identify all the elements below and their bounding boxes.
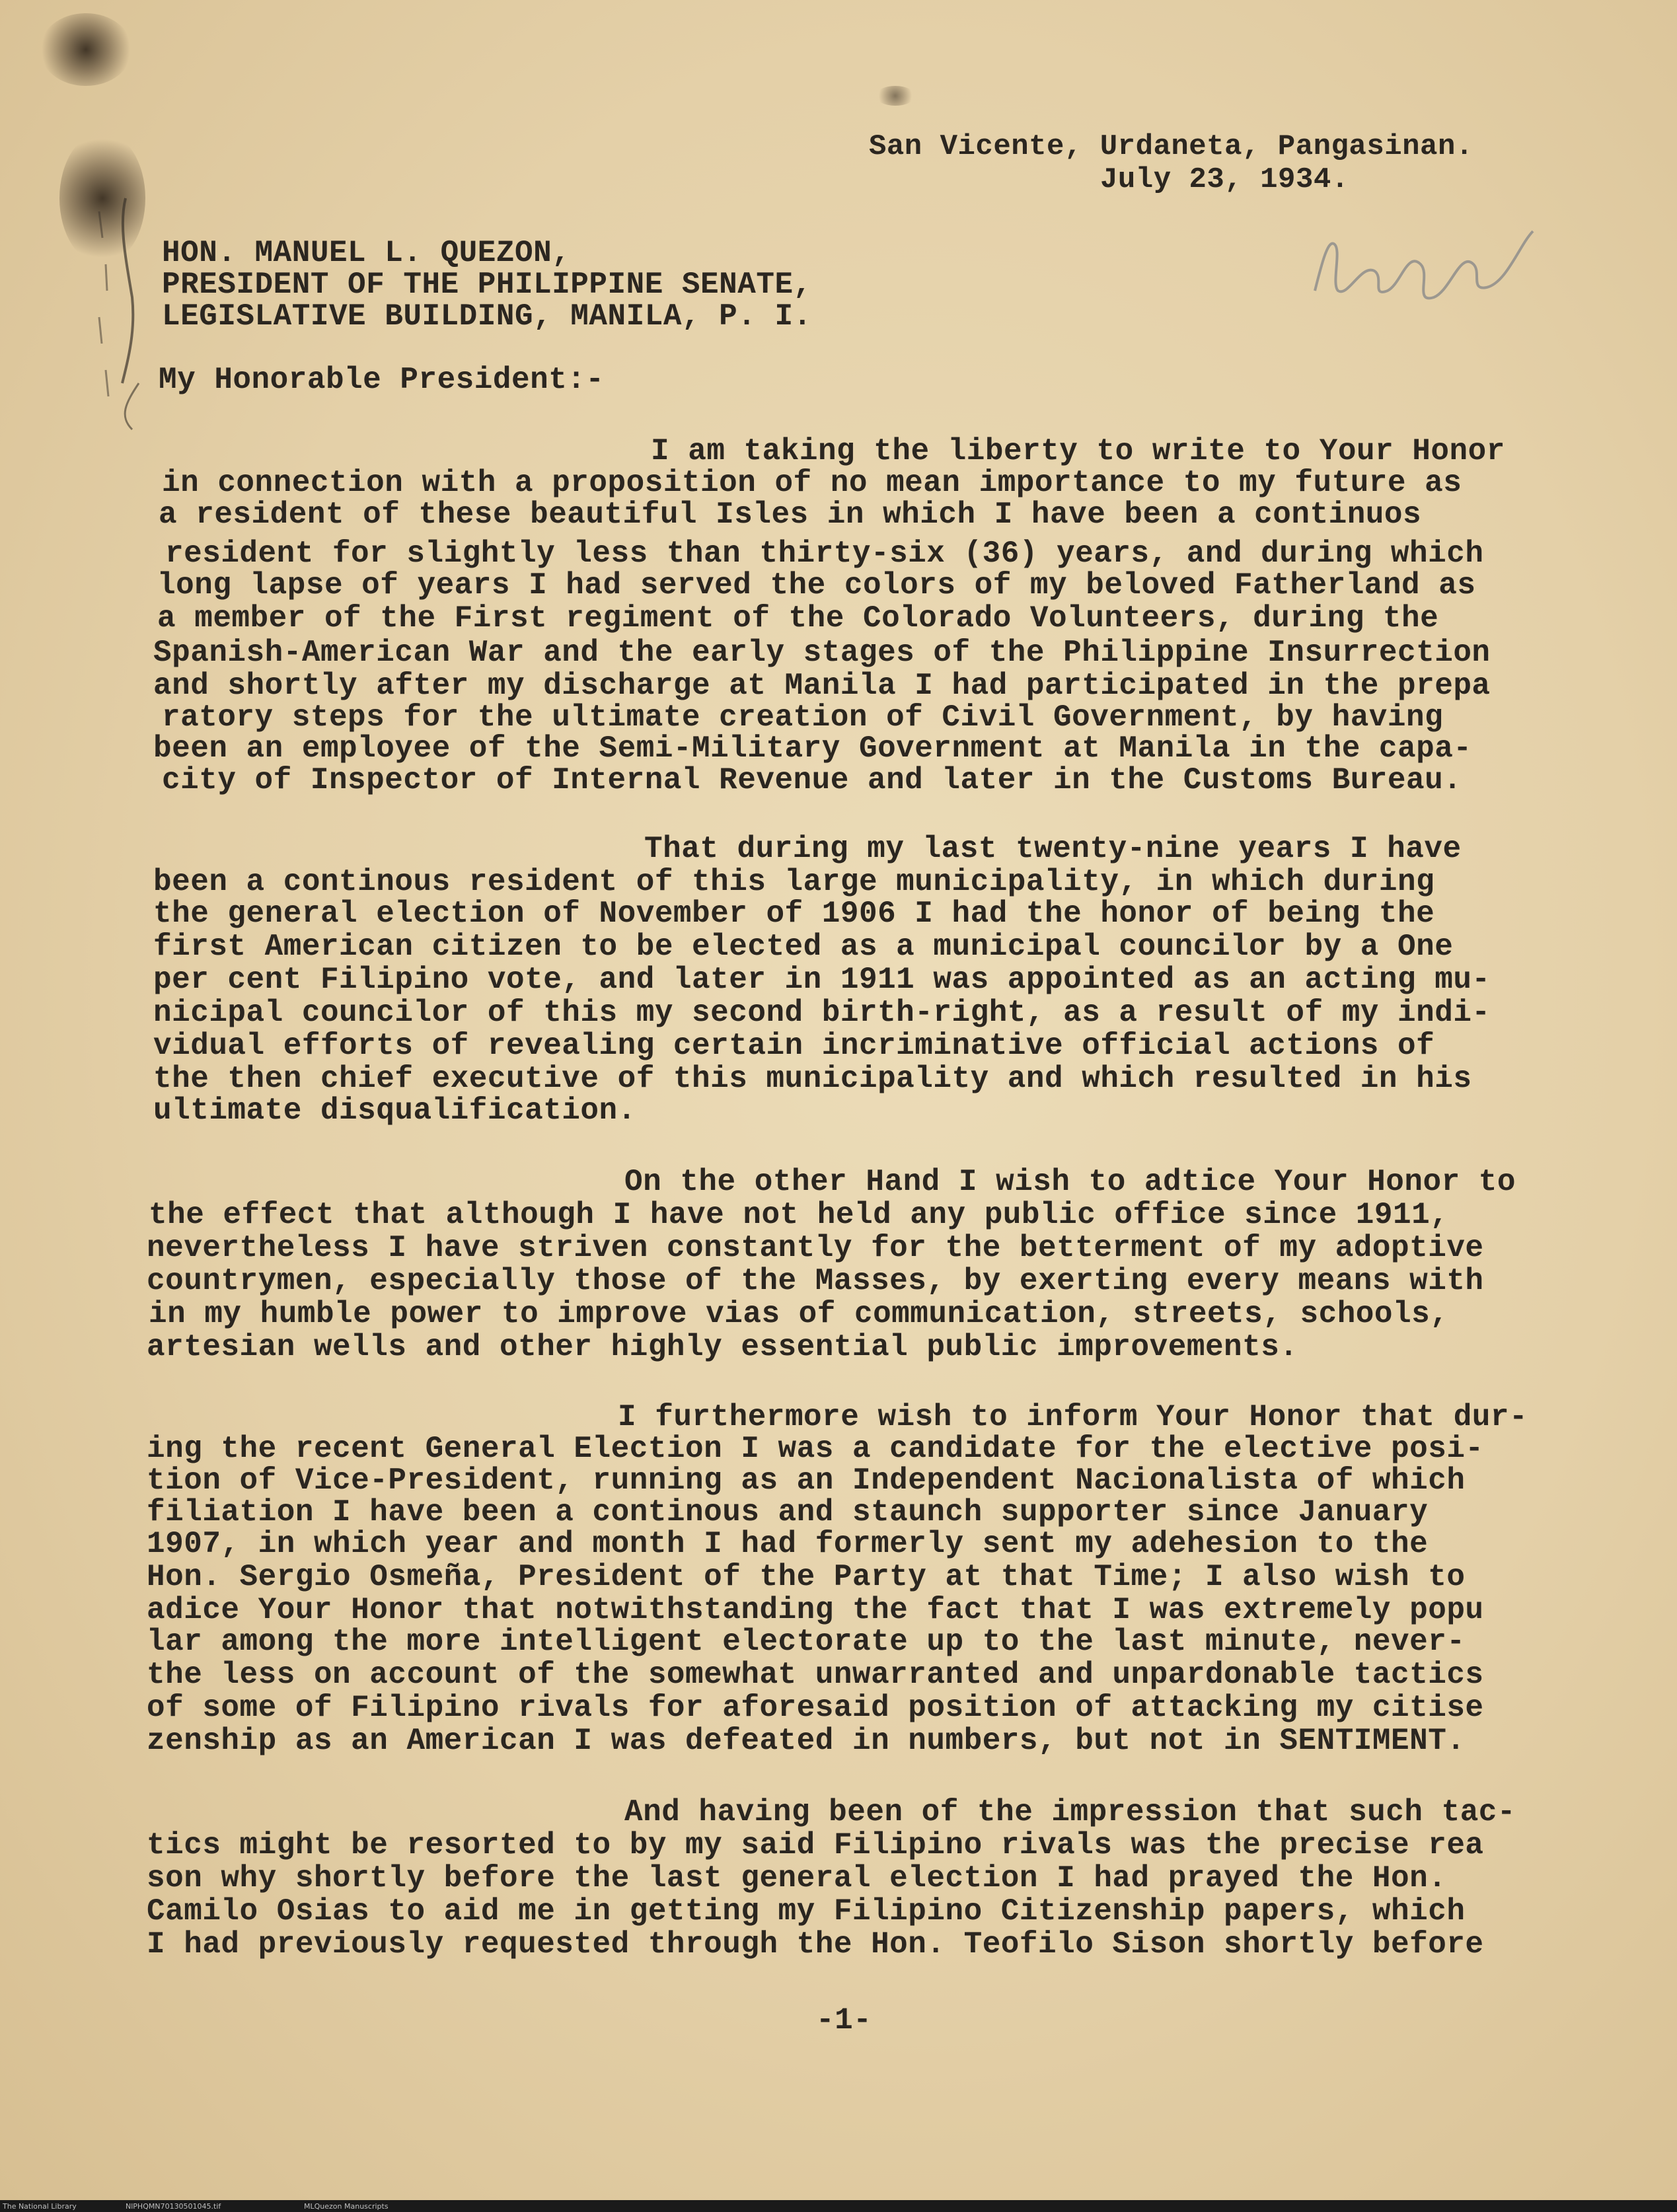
paragraph-2-line: vidual efforts of revealing certain incriminative official actions of <box>153 1029 1435 1063</box>
paragraph-4-line: ing the recent General Election I was a candidate for the elective posi- <box>147 1432 1484 1466</box>
paragraph-4-line: of some of Filipino rivals for aforesaid position of attacking my citise <box>147 1691 1484 1725</box>
footer-collection: MLQuezon Manuscripts <box>304 2202 389 2211</box>
paragraph-2-line: the then chief executive of this municipality and which resulted in his <box>153 1062 1472 1096</box>
paragraph-3-line: nevertheless I have striven constantly for the betterment of my adoptive <box>147 1231 1484 1265</box>
paragraph-1-line: in connection with a proposition of no mean importance to my future as <box>162 466 1462 500</box>
paragraph-1-line: resident for slightly less than thirty-six (36) years, and during which <box>165 536 1484 571</box>
recipient-line: HON. MANUEL L. QUEZON, <box>162 236 571 270</box>
paragraph-1-line: Spanish-American War and the early stages of the Philippine Insurrection <box>153 636 1491 670</box>
paragraph-4-line: lar among the more intelligent electorate up to the last minute, never- <box>147 1625 1466 1659</box>
paragraph-2-line: ultimate disqualification. <box>153 1093 636 1128</box>
paragraph-4-line: Hon. Sergio Osmeña, President of the Party at that Time; I also wish to <box>147 1560 1466 1594</box>
paragraph-1-line: I am taking the liberty to write to Your Honor <box>651 434 1505 468</box>
footer-filename: NlPHQMN70130501045.tif <box>126 2202 221 2211</box>
paragraph-2-line: That during my last twenty-nine years I have <box>644 832 1462 866</box>
margin-marks-drawing <box>59 185 192 482</box>
recipient-line: PRESIDENT OF THE PHILIPPINE SENATE, <box>162 268 812 302</box>
paragraph-1-line: and shortly after my discharge at Manila I had participated in the prepa <box>153 669 1491 703</box>
paragraph-1-line: city of Inspector of Internal Revenue and later in the Customs Bureau. <box>162 763 1462 797</box>
paragraph-1-line: a resident of these beautiful Isles in which I have been a continuos <box>159 498 1422 532</box>
paragraph-4-line: I furthermore wish to inform Your Honor that dur- <box>618 1400 1528 1434</box>
paragraph-5-line: I had previously requested through the Hon. Teofilo Sison shortly before <box>147 1927 1484 1962</box>
ink-stain-top <box>40 13 132 86</box>
paragraph-3-line: artesian wells and other highly essential public improvements. <box>147 1330 1298 1364</box>
paragraph-5-line: tics might be resorted to by my said Filipino rivals was the precise rea <box>147 1828 1484 1862</box>
paragraph-1-line: been an employee of the Semi-Military Government at Manila in the capa- <box>153 731 1472 766</box>
paragraph-1-line: a member of the First regiment of the Colorado Volunteers, during the <box>157 601 1439 636</box>
paragraph-4-line: tion of Vice-President, running as an Independent Nacionalista of which <box>147 1463 1466 1498</box>
paragraph-2-line: nicipal councilor of this my second birth-right, as a result of my indi- <box>153 996 1491 1030</box>
archive-footer <box>0 2200 1677 2212</box>
paragraph-3-line: On the other Hand I wish to adtice Your Honor to <box>624 1165 1516 1199</box>
paragraph-2-line: been a continous resident of this large municipality, in which during <box>153 865 1435 899</box>
paragraph-1-line: ratory steps for the ultimate creation of Civil Government, by having <box>162 700 1444 735</box>
paragraph-3-line: in my humble power to improve vias of communication, streets, schools, <box>149 1297 1449 1331</box>
paragraph-2-line: per cent Filipino vote, and later in 1911 was appointed as an acting mu- <box>153 963 1491 997</box>
recipient-line: LEGISLATIVE BUILDING, MANILA, P. I. <box>162 299 812 334</box>
paragraph-2-line: the general election of November of 1906 I had the honor of being the <box>153 897 1435 931</box>
salutation: My Honorable President:- <box>159 363 605 397</box>
page-number: -1- <box>816 2003 872 2038</box>
sender-address: San Vicente, Urdaneta, Pangasinan. <box>869 130 1473 163</box>
paragraph-2-line: first American citizen to be elected as a municipal councilor by a One <box>153 930 1454 964</box>
paragraph-4-line: zenship as an American I was defeated in numbers, but not in SENTIMENT. <box>147 1724 1466 1758</box>
paragraph-4-line: 1907, in which year and month I had formerly sent my adehesion to the <box>147 1527 1429 1561</box>
paragraph-4-line: the less on account of the somewhat unwarranted and unpardonable tactics <box>147 1658 1484 1692</box>
paragraph-5-line: son why shortly before the last general election I had prayed the Hon. <box>147 1861 1447 1896</box>
paragraph-4-line: filiation I have been a continous and staunch supporter since January <box>147 1495 1429 1530</box>
letter-date: July 23, 1934. <box>1100 163 1349 196</box>
footer-library: The National Library <box>3 2202 77 2211</box>
ink-stain-small <box>876 86 915 106</box>
paragraph-4-line: adice Your Honor that notwithstanding the fact that I was extremely popu <box>147 1593 1484 1627</box>
paragraph-3-line: the effect that although I have not held any public office since 1911, <box>149 1198 1449 1232</box>
paragraph-1-line: long lapse of years I had served the colors of my beloved Fatherland as <box>157 568 1476 603</box>
paragraph-5-line: And having been of the impression that such tac- <box>624 1795 1516 1829</box>
paragraph-3-line: countrymen, especially those of the Masses, by exerting every means with <box>147 1264 1484 1298</box>
paragraph-5-line: Camilo Osias to aid me in getting my Filipino Citizenship papers, which <box>147 1894 1466 1929</box>
pencil-initials-drawing <box>1308 225 1559 311</box>
